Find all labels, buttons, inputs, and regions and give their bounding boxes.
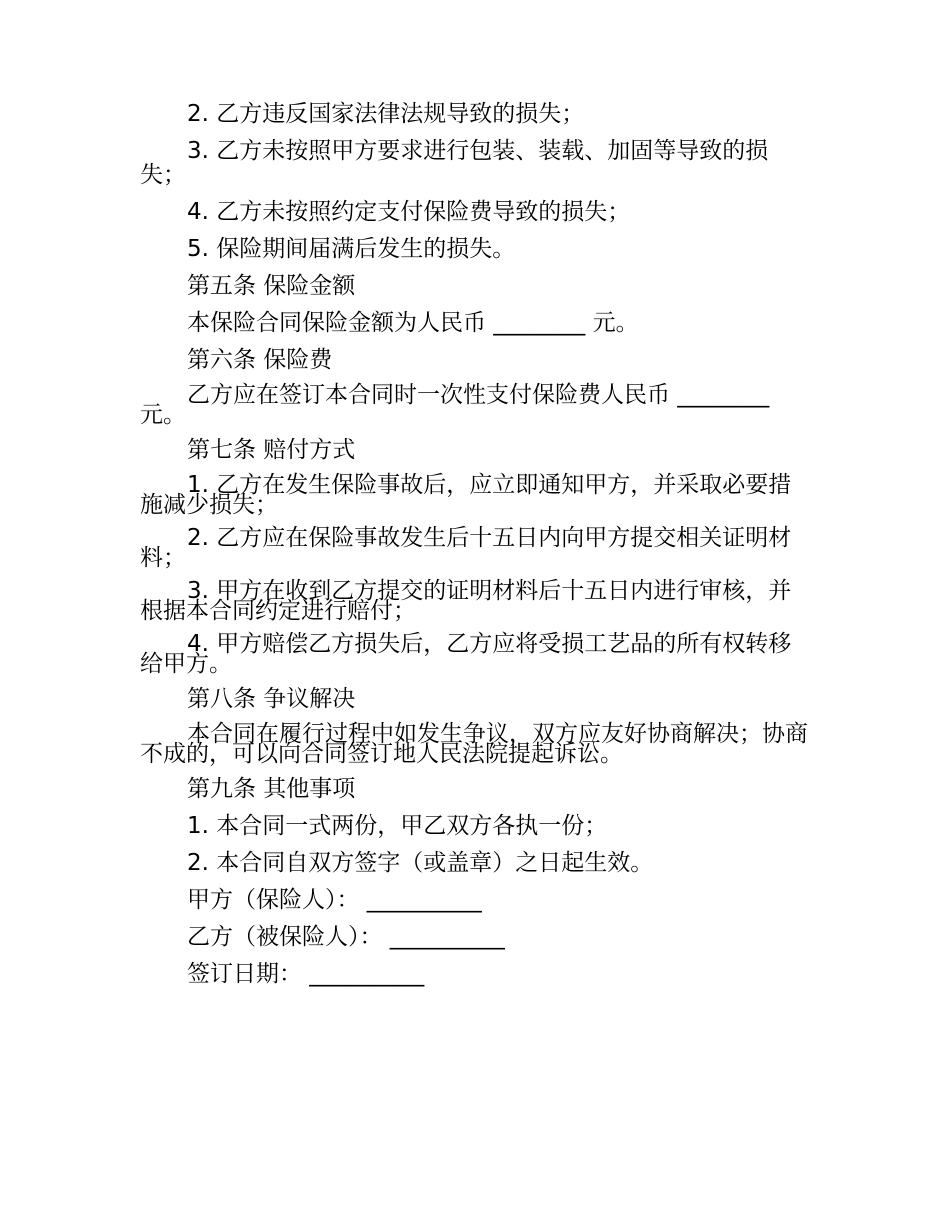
- article-7-item-2: 2. 乙方应在保险事故发生后十五日内向甲方提交相关证明材料；: [140, 525, 792, 571]
- article-7-item-3: 3. 甲方在收到乙方提交的证明材料后十五日内进行审核，并根据本合同约定进行赔付；: [140, 578, 792, 624]
- article-9-title: 第九条 其他事项: [187, 776, 356, 802]
- article-8-title: 第八条 争议解决: [187, 686, 356, 712]
- article-5-body: 本保险合同保险金额为人民币 ________ 元。: [187, 310, 639, 336]
- article-7-item-1: 1. 乙方在发生保险事故后，应立即通知甲方，并采取必要措施减少损失；: [140, 472, 792, 518]
- contract-page: [140, 102, 812, 999]
- exclusion-item-3: 3. 乙方未按照甲方要求进行包装、装载、加固等导致的损失；: [140, 138, 769, 188]
- exclusion-item-2: 2. 乙方违反国家法律法规导致的损失；: [187, 101, 585, 127]
- signature-party-a: 甲方（保险人）： __________: [187, 887, 482, 913]
- article-9-item-2: 2. 本合同自双方签字（或盖章）之日起生效。: [187, 850, 654, 876]
- exclusion-item-4: 4. 乙方未按照约定支付保险费导致的损失；: [187, 199, 631, 225]
- article-7-title: 第七条 赔付方式: [187, 437, 356, 463]
- exclusion-item-5: 5. 保险期间届满后发生的损失。: [187, 236, 516, 262]
- article-5-title: 第五条 保险金额: [187, 273, 356, 299]
- signature-date: 签订日期： __________: [187, 961, 425, 987]
- signature-party-b: 乙方（被保险人）： __________: [187, 924, 505, 950]
- article-7-item-4: 4. 甲方赔偿乙方损失后，乙方应将受损工艺品的所有权转移给甲方。: [140, 631, 792, 677]
- article-8-body: 本合同在履行过程中如发生争议，双方应友好协商解决；协商不成的，可以向合同签订地人民法院提起诉讼。: [140, 721, 808, 767]
- article-6-title: 第六条 保险费: [187, 347, 333, 373]
- article-6-body: 乙方应在签订本合同时一次性支付保险费人民币 ________ 元。: [140, 382, 777, 428]
- article-9-item-1: 1. 本合同一式两份，甲乙双方各执一份；: [187, 813, 608, 839]
